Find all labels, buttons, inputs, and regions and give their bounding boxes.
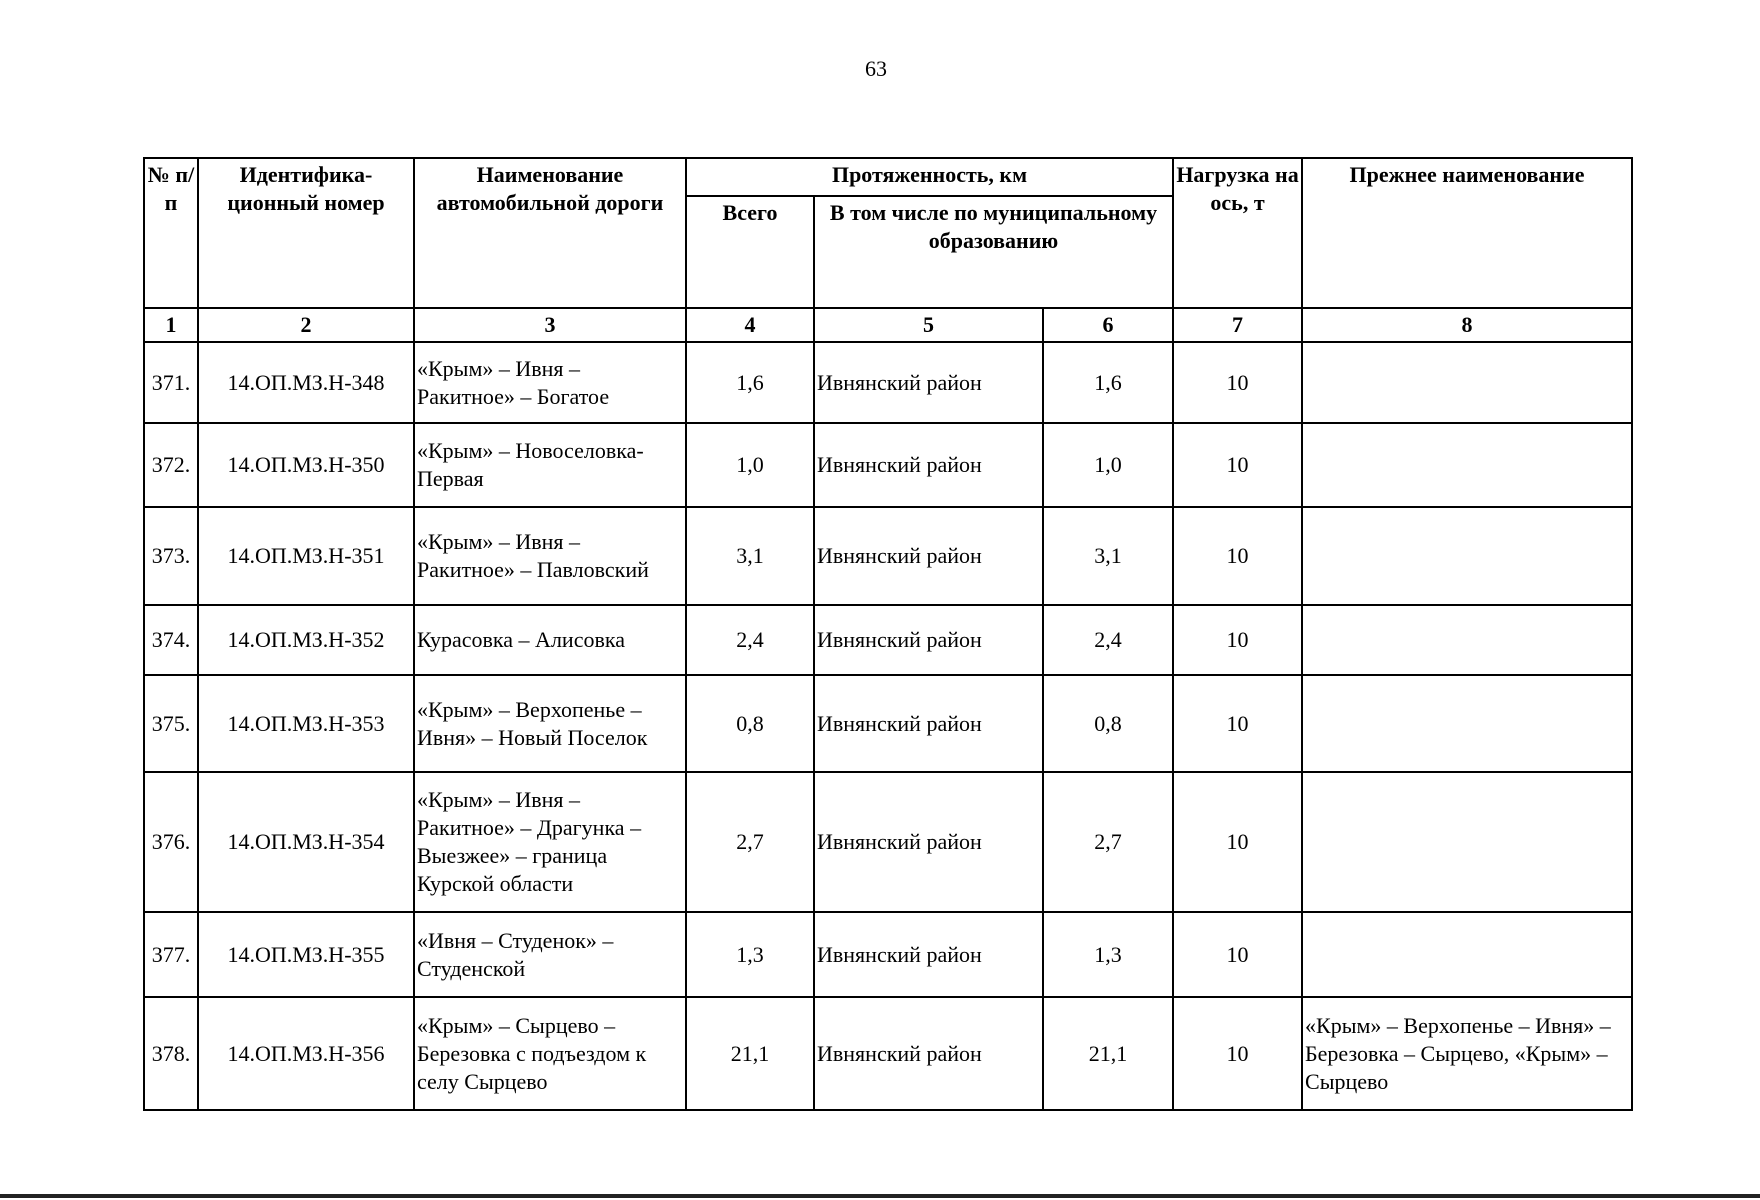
road-name: «Крым» – Ивня – Ракитное» – Богатое <box>414 342 686 423</box>
column-number: 5 <box>814 308 1043 342</box>
former-name <box>1302 342 1632 423</box>
road-name: «Крым» – Сырцево – Березовка с подъездом к селу Сырцево <box>414 997 686 1110</box>
axle-load: 10 <box>1173 912 1302 997</box>
table-row <box>144 342 1632 423</box>
header-total: Всего <box>686 196 814 308</box>
road-name: Курасовка – Алисовка <box>414 605 686 675</box>
former-name <box>1302 675 1632 772</box>
former-name <box>1302 605 1632 675</box>
row-num: 376. <box>144 772 198 912</box>
district-name: Ивнянский район <box>814 423 1043 507</box>
row-num: 378. <box>144 997 198 1110</box>
column-numbers-row <box>144 308 1632 342</box>
header-name: Наименование автомобильной дороги <box>414 158 686 308</box>
road-name: «Ивня – Студенок» – Студенской <box>414 912 686 997</box>
road-name: «Крым» – Верхопенье – Ивня» – Новый Поселок <box>414 675 686 772</box>
road-id: 14.ОП.МЗ.Н-350 <box>198 423 414 507</box>
page-number: 63 <box>865 56 887 81</box>
table-row <box>144 772 1632 912</box>
column-number: 8 <box>1302 308 1632 342</box>
former-name <box>1302 507 1632 605</box>
district-length: 21,1 <box>1043 997 1173 1110</box>
row-num: 372. <box>144 423 198 507</box>
former-name <box>1302 912 1632 997</box>
district-name: Ивнянский район <box>814 507 1043 605</box>
road-id: 14.ОП.МЗ.Н-351 <box>198 507 414 605</box>
district-length: 2,4 <box>1043 605 1173 675</box>
column-number: 6 <box>1043 308 1173 342</box>
length-total: 21,1 <box>686 997 814 1110</box>
axle-load: 10 <box>1173 507 1302 605</box>
road-name: «Крым» – Ивня – Ракитное» – Павловский <box>414 507 686 605</box>
table-row <box>144 675 1632 772</box>
road-id: 14.ОП.МЗ.Н-348 <box>198 342 414 423</box>
length-total: 1,6 <box>686 342 814 423</box>
road-name: «Крым» – Ивня – Ракитное» – Драгунка – Выезжее» – граница Курской области <box>414 772 686 912</box>
row-num: 375. <box>144 675 198 772</box>
former-name <box>1302 772 1632 912</box>
road-id: 14.ОП.МЗ.Н-353 <box>198 675 414 772</box>
header-load: Нагрузка на ось, т <box>1173 158 1302 308</box>
district-name: Ивнянский район <box>814 772 1043 912</box>
table-row <box>144 912 1632 997</box>
axle-load: 10 <box>1173 772 1302 912</box>
length-total: 2,4 <box>686 605 814 675</box>
column-number: 7 <box>1173 308 1302 342</box>
row-num: 374. <box>144 605 198 675</box>
district-length: 1,6 <box>1043 342 1173 423</box>
length-total: 1,3 <box>686 912 814 997</box>
road-id: 14.ОП.МЗ.Н-355 <box>198 912 414 997</box>
axle-load: 10 <box>1173 675 1302 772</box>
district-length: 0,8 <box>1043 675 1173 772</box>
former-name: «Крым» – Верхопенье – Ивня» – Березовка – Сырцево, «Крым» – Сырцево <box>1302 997 1632 1110</box>
table-row <box>144 507 1632 605</box>
district-length: 1,3 <box>1043 912 1173 997</box>
column-number: 4 <box>686 308 814 342</box>
district-name: Ивнянский район <box>814 605 1043 675</box>
axle-load: 10 <box>1173 342 1302 423</box>
axle-load: 10 <box>1173 423 1302 507</box>
district-length: 1,0 <box>1043 423 1173 507</box>
axle-load: 10 <box>1173 997 1302 1110</box>
table-row <box>144 997 1632 1110</box>
district-name: Ивнянский район <box>814 342 1043 423</box>
district-length: 2,7 <box>1043 772 1173 912</box>
district-name: Ивнянский район <box>814 675 1043 772</box>
road-name: «Крым» – Новоселовка-Первая <box>414 423 686 507</box>
length-total: 0,8 <box>686 675 814 772</box>
road-id: 14.ОП.МЗ.Н-356 <box>198 997 414 1110</box>
district-name: Ивнянский район <box>814 912 1043 997</box>
row-num: 373. <box>144 507 198 605</box>
axle-load: 10 <box>1173 605 1302 675</box>
former-name <box>1302 423 1632 507</box>
header-length: Протяженность, км <box>686 158 1173 196</box>
length-total: 3,1 <box>686 507 814 605</box>
header-former: Прежнее наименование <box>1302 158 1632 308</box>
road-id: 14.ОП.МЗ.Н-354 <box>198 772 414 912</box>
column-number: 2 <box>198 308 414 342</box>
roads-table <box>143 157 1633 1111</box>
column-number: 3 <box>414 308 686 342</box>
column-number: 1 <box>144 308 198 342</box>
road-id: 14.ОП.МЗ.Н-352 <box>198 605 414 675</box>
length-total: 1,0 <box>686 423 814 507</box>
table-row <box>144 605 1632 675</box>
row-num: 377. <box>144 912 198 997</box>
district-length: 3,1 <box>1043 507 1173 605</box>
header-incl: В том числе по муниципальному образованию <box>814 196 1173 308</box>
table-row <box>144 423 1632 507</box>
district-name: Ивнянский район <box>814 997 1043 1110</box>
length-total: 2,7 <box>686 772 814 912</box>
header-num: № п/п <box>144 158 198 308</box>
header-id: Идентифика-ционный номер <box>198 158 414 308</box>
row-num: 371. <box>144 342 198 423</box>
bottom-rule <box>0 1194 1760 1198</box>
